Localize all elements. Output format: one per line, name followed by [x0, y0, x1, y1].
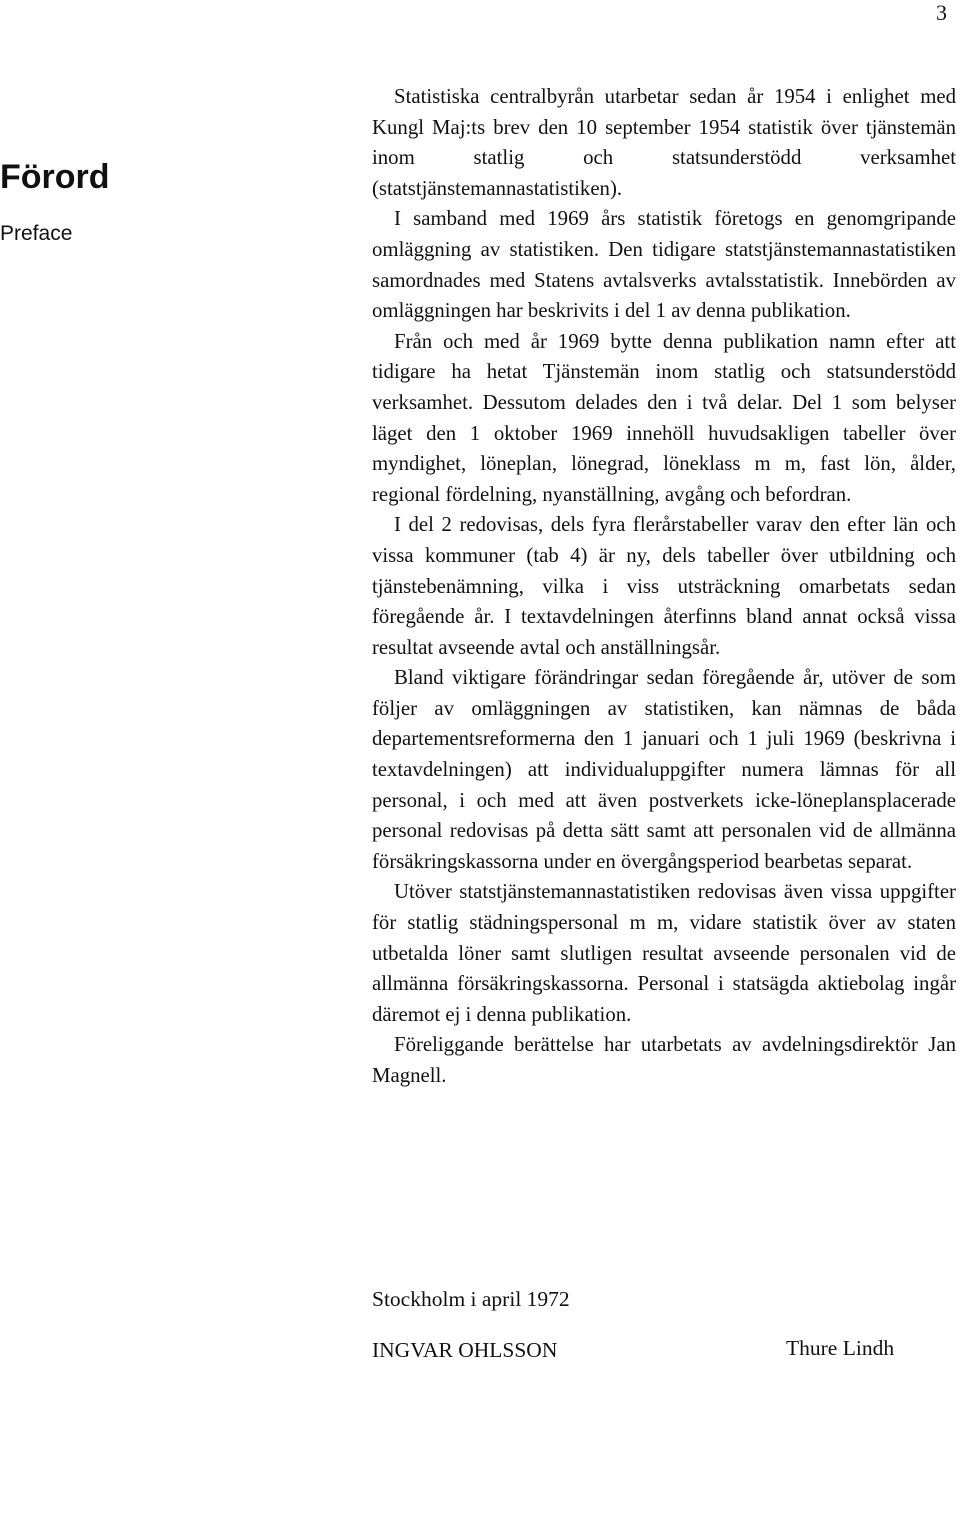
- paragraph: I del 2 redovisas, dels fyra flerårstabeller varav den efter län och vissa kommuner (tab 4) är ny, dels tabeller över utbildning och tjänstebenämning, vilka i viss utsträckning omarbetats sedan föregående år. I textavdelningen återfinns bland annat också vissa resultat avseende avtal och anställningsår.: [372, 513, 956, 659]
- signature-right: Thure Lindh: [786, 1336, 895, 1360]
- paragraph: Statistiska centralbyrån utarbetar sedan år 1954 i enlighet med Kungl Maj:ts brev den 10 september 1954 statistik över tjänstemän inom statlig och statsunderstödd verksamhet (statstjänstemannastatistiken).: [372, 85, 956, 200]
- paragraph: I samband med 1969 års statistik företogs en genomgripande omläggning av statistiken. Den tidigare statstjänstemannastatistiken samordnades med Statens avtalsverks avtalsstatistik. Innebörden av omläggningen har beskrivits i del 1 av denna publikation.: [372, 207, 956, 323]
- paragraph: Föreliggande berättelse har utarbetats av avdelningsdirektör Jan Magnell.: [372, 1033, 956, 1087]
- paragraph: Från och med år 1969 bytte denna publikation namn efter att tidigare ha hetat Tjänstemän inom statlig och statsunderstödd verksamhet. Dessutom delades den i två delar. Del 1 som belyser läget den 1 oktober 1969 innehöll huvudsakligen tabeller över myndighet, löneplan, lönegrad, löneklass m m, fast lön, ålder, regional fördelning, nyanställning, avgång och befordran.: [372, 329, 956, 506]
- paragraph: Bland viktigare förändringar sedan föregående år, utöver de som följer av omläggningen av statistiken, kan nämnas de båda departementsreformerna den 1 januari och 1 juli 1969 (beskrivna i textavdelningen) att individualuppgifter numera lämnas för all personal, i och med att även postverkets icke-löneplansplacerade personal redovisas på detta sätt samt att personalen vid de allmänna försäkringskassorna under en övergångsperiod bearbetas separat.: [372, 666, 956, 873]
- preface-body: [372, 82, 956, 1092]
- section-heading: Förord: [0, 158, 110, 196]
- page-number: 3: [936, 0, 947, 25]
- paragraph: Utöver statstjänstemannastatistiken redovisas även vissa uppgifter för statlig städningspersonal m m, vidare statistik över av staten utbetalda löner samt slutligen resultat avseende personalen vid de allmänna försäkringskassorna. Personal i statsägda aktiebolag ingår däremot ej i denna publikation.: [372, 880, 956, 1026]
- section-subheading: Preface: [0, 222, 73, 245]
- signature-left: INGVAR OHLSSON: [372, 1338, 558, 1362]
- place-date: Stockholm i april 1972: [372, 1287, 570, 1311]
